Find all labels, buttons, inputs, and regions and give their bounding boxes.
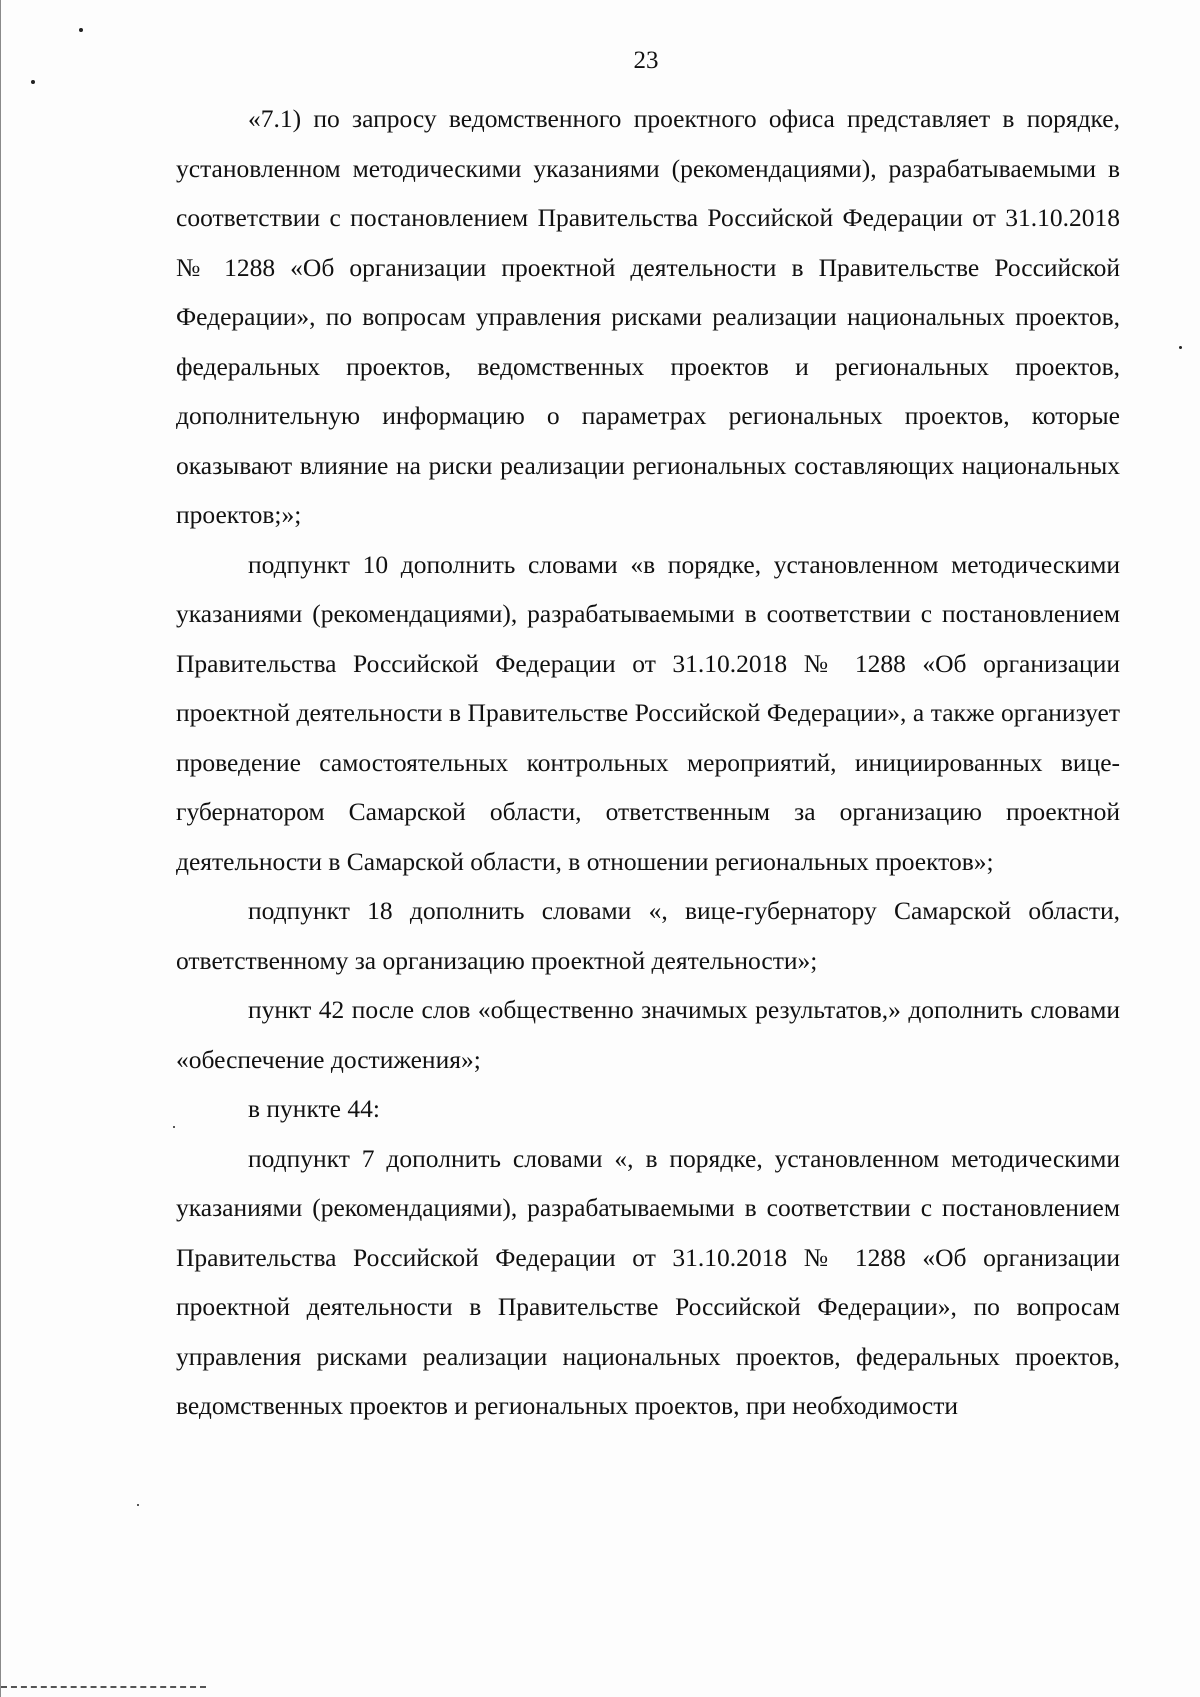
footer-rule <box>1 1686 206 1688</box>
scan-speck <box>31 80 35 84</box>
scan-speck <box>137 1504 139 1506</box>
paragraph-subpoint-10: подпункт 10 дополнить словами «в порядке, установленном методическими указаниями (рекомендациями), разрабатываемыми в соответствии с постановлением Правительства Российской Федерации от 31.10.2018 № 1288 «Об организации проектной деятельности в Правительстве Российской Федерации», а также организует проведение самостоятельных контрольных мероприятий, инициированных вице-губернатором Самарской области, ответственным за организацию проектной деятельности в Самарской области, в отношении региональных проектов»; <box>176 549 1120 876</box>
scan-speck <box>1179 346 1182 349</box>
paragraph-point-44-heading: в пункте 44: <box>248 1094 380 1123</box>
document-body <box>176 94 1120 1431</box>
scan-speck <box>79 28 83 32</box>
paragraph-7-1: «7.1) по запросу ведомственного проектного офиса представляет в порядке, установленном методическими указаниями (рекомендациями), разрабатываемыми в соответствии с постановлением Правительства Российской Федерации от 31.10.2018 № 1288 «Об организации проектной деятельности в Правительстве Российской Федерации», по вопросам управления рисками реализации национальных проектов, федеральных проектов, ведомственных проектов и региональных проектов, дополнительную информацию о параметрах региональных проектов, которые оказывают влияние на риски реализации региональных составляющих национальных проектов;»; <box>176 104 1120 529</box>
paragraph-subpoint-7: подпункт 7 дополнить словами «, в порядке, установленном методическими указаниями (рекомендациями), разрабатываемыми в соответствии с постановлением Правительства Российской Федерации от 31.10.2018 № 1288 «Об организации проектной деятельности в Правительстве Российской Федерации», по вопросам управления рисками реализации национальных проектов, федеральных проектов, ведомственных проектов и региональных проектов, при необходимости <box>176 1143 1120 1420</box>
paragraph-point-42: пункт 42 после слов «общественно значимых результатов,» дополнить словами «обеспечение достижения»; <box>176 995 1120 1074</box>
page-number: 23 <box>633 47 659 74</box>
scan-speck <box>173 1126 175 1128</box>
paragraph-subpoint-18: подпункт 18 дополнить словами «, вице-губернатору Самарской области, ответственному за организацию проектной деятельности»; <box>176 896 1120 975</box>
